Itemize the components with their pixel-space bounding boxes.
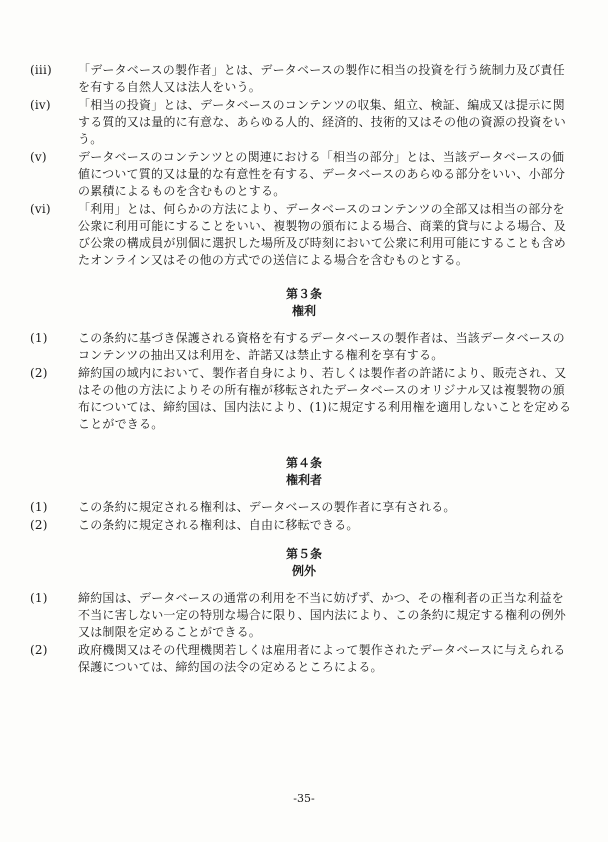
item-text: 締約国の域内において、製作者自身により、若しくは製作者の許諾により、販売され、又はその他の方法によりその所有権が移転されたデータベースのオリジナル又は複製物の頒布については、締約国は、国内法により、(1)に規定する利用権を適用しないことを定めることができる。 <box>78 366 572 431</box>
paragraph-item <box>30 499 575 516</box>
article-3-paragraphs <box>30 330 575 433</box>
paragraph-item <box>30 590 575 641</box>
definition-item <box>30 97 575 148</box>
page-number: -35- <box>293 792 315 805</box>
item-marker: (2) <box>30 518 48 532</box>
item-text: 「利用」とは、何らかの方法により、データベースのコンテンツの全部又は相当の部分を公衆に利用可能にすることをいい、複製物の頒布による場合、商業的貸与による場合、及び公衆の構成員が別個に選択した場所及び時刻において公衆に利用可能にすることも含めたオンライン又はその他の方式での送信による場合を含むものとする。 <box>78 202 567 267</box>
article-3-title: 第３条 <box>285 287 322 301</box>
article-4-title: 第４条 <box>285 456 322 470</box>
definition-item <box>30 62 575 96</box>
item-marker: (1) <box>30 331 48 345</box>
paragraph-item <box>30 330 575 364</box>
item-text: この条約に規定される権利は、データベースの製作者に享有される。 <box>78 500 456 514</box>
definition-list <box>30 62 575 269</box>
item-marker: (iii) <box>30 63 52 77</box>
paragraph-item <box>30 517 575 534</box>
item-text: この条約に規定される権利は、自由に移転できる。 <box>78 518 359 532</box>
item-text: データベースのコンテンツとの関連における「相当の部分」とは、当該データベースの価値について質的又は量的な有意性を有する、データベースのあらゆる部分をいい、小部分の累積によるものを含むものとする。 <box>78 150 566 198</box>
item-marker: (1) <box>30 500 48 514</box>
item-marker: (iv) <box>30 98 51 112</box>
item-text: 政府機関又はその代理機関若しくは雇用者によって製作されたデータベースに与えられる保護については、締約国の法令の定めるところによる。 <box>78 643 566 674</box>
article-3-heading: 権利 <box>291 304 316 318</box>
item-text: 締約国は、データベースの通常の利用を不当に妨げず、かつ、その権利者の正当な利益を不当に害しない一定の特別な場合に限り、国内法により、この条約に規定する権利の例外又は制限を定めることができる。 <box>78 591 567 639</box>
item-marker: (2) <box>30 643 48 657</box>
item-text: 「データベースの製作者」とは、データベースの製作に相当の投資を行う統制力及び責任を有する自然人又は法人をいう。 <box>78 63 565 94</box>
article-5-paragraphs <box>30 590 575 676</box>
item-marker: (2) <box>30 366 48 380</box>
item-marker: (v) <box>30 150 47 164</box>
article-4-paragraphs <box>30 499 575 534</box>
definition-item <box>30 149 575 200</box>
article-5-heading: 例外 <box>291 564 316 578</box>
item-marker: (vi) <box>30 202 51 216</box>
item-text: この条約に基づき保護される資格を有するデータベースの製作者は、当該データベースのコンテンツの抽出又は利用を、許諾又は禁止する権利を享有する。 <box>78 331 565 362</box>
paragraph-item <box>30 642 575 676</box>
paragraph-item <box>30 365 575 433</box>
article-4-heading: 権利者 <box>285 473 322 487</box>
item-marker: (1) <box>30 591 48 605</box>
item-text: 「相当の投資」とは、データベースのコンテンツの収集、組立、検証、編成又は提示に関する質的又は量的に有意な、あらゆる人的、経済的、技術的又はその他の資源の投資をいう。 <box>78 98 567 146</box>
article-5-title: 第５条 <box>285 547 322 561</box>
definition-item <box>30 201 575 269</box>
